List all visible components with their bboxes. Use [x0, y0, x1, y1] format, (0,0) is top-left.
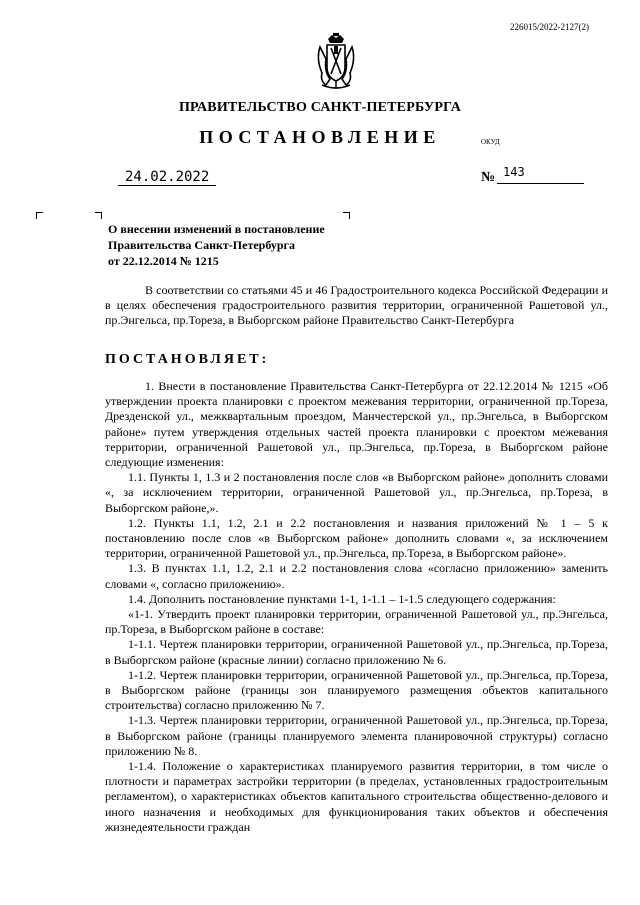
decree-body: [105, 379, 608, 835]
preamble: [105, 283, 608, 329]
document-type-title: ПОСТАНОВЛЕНИЕ: [199, 127, 441, 147]
number-underline: [497, 183, 584, 184]
paragraph-1-1: 1.1. Пункты 1, 1.3 и 2 постановления после слов «в Выборгском районе» дополнить словами «, за исключением территории, ограниченной Рашетовой ул., пр.Энгельса, пр.Тореза, в Выборгском районе,».: [105, 470, 608, 515]
subject-line-1: О внесении изменений в постановление: [108, 222, 325, 236]
paragraph-1-1-3: 1-1.3. Чертеж планировки территории, ограниченной Рашетовой ул., пр.Энгельса, пр.Тореза, в Выборгском районе (границы планируемого элемента планировочной структуры) согласно приложению № 8.: [105, 713, 608, 758]
paragraph-1-4: 1.4. Дополнить постановление пунктами 1-1, 1-1.1 – 1-1.5 следующего содержания:: [128, 591, 556, 606]
paragraph-1-1-1: 1-1.1. Чертеж планировки территории, ограниченной Рашетовой ул., пр.Энгельса, пр.Тореза, в Выборгском районе (красные линии) согласно приложению № 6.: [105, 637, 608, 667]
document-date: 24.02.2022: [125, 169, 210, 185]
okud-label: ОКУД: [481, 138, 500, 146]
subject-line-2: Правительства Санкт-Петербурга: [108, 238, 296, 252]
paragraph-1-1-4: 1-1.4. Положение о характеристиках планируемого развития территории, в том числе о плотности и параметрах застройки территории (в пределах, установленных градостроительным регламентом), о характеристиках объектов капитального строительства общественно-делового и иного назначения и необходимых для функционирования таких объектов и обеспечения жизнедеятельности граждан: [105, 759, 608, 834]
subject-corner-top-right: [343, 212, 350, 219]
paragraph-1-2: 1.2. Пункты 1.1, 1.2, 2.1 и 2.2 постановления и названия приложений № 1 – 5 к постановлению после слов «в Выборгском районе» дополнить словами «, за исключением территории, ограниченной Рашетовой ул., пр.Энгельса, пр.Тореза, в Выборгском районе».: [105, 515, 608, 561]
paragraph-1-1-2: 1-1.2. Чертеж планировки территории, ограниченной Рашетовой ул., пр.Энгельса, пр.Тореза, в Выборгском районе (границы зон планируемого размещения объектов капитального строительства) согласно приложению № 7.: [105, 667, 608, 713]
subject-line-3: от 22.12.2014 № 1215: [108, 254, 219, 268]
document-number: 226015/2022-2127(2): [510, 22, 589, 32]
document-number-value: 143: [503, 165, 525, 179]
paragraph-1-3: 1.3. В пунктах 1.1, 1.2, 2.1 и 2.2 постановления слова «согласно приложению» заменить словами «, согласно приложению».: [105, 561, 608, 591]
paragraph-1: 1. Внести в постановление Правительства Санкт-Петербурга от 22.12.2014 № 1215 «Об утверждении проекта планировки с проектом межевания территории, ограниченной пр.Тореза, Дрезденской ул., межквартальным проездом, Манчестерской ул., пр.Энгельса, в Выборгском районе» путем утверждения отдельных частей проекта планировки с проектом межевания территории, ограниченной Рашетовой ул., пр.Энгельса, пр.Тореза, в Выборгском районе следующие изменения:: [105, 379, 608, 470]
preamble-text: В соответствии со статьями 45 и 46 Градостроительного кодекса Российской Федерации и в целях обеспечения градостроительного развития территории, ограниченной Рашетовой ул., пр.Энгельса, пр.Тореза, в Выборгском районе Правительство Санкт-Петербурга: [105, 283, 608, 328]
coat-of-arms-icon: [314, 33, 358, 91]
decree-word: ПОСТАНОВЛЯЕТ:: [105, 352, 270, 367]
government-name: ПРАВИТЕЛЬСТВО САНКТ-ПЕТЕРБУРГА: [178, 100, 462, 115]
date-underline: [118, 185, 216, 186]
number-sign: №: [481, 170, 496, 185]
subject-corner-top-mid: [95, 212, 102, 219]
paragraph-1-1-intro: «1-1. Утвердить проект планировки территории, ограниченной Рашетовой ул., пр.Энгельса, пр.Тореза, в Выборгском районе в составе:: [105, 607, 608, 637]
subject-corner-top-left: [36, 212, 43, 219]
document-subject: [108, 221, 368, 269]
